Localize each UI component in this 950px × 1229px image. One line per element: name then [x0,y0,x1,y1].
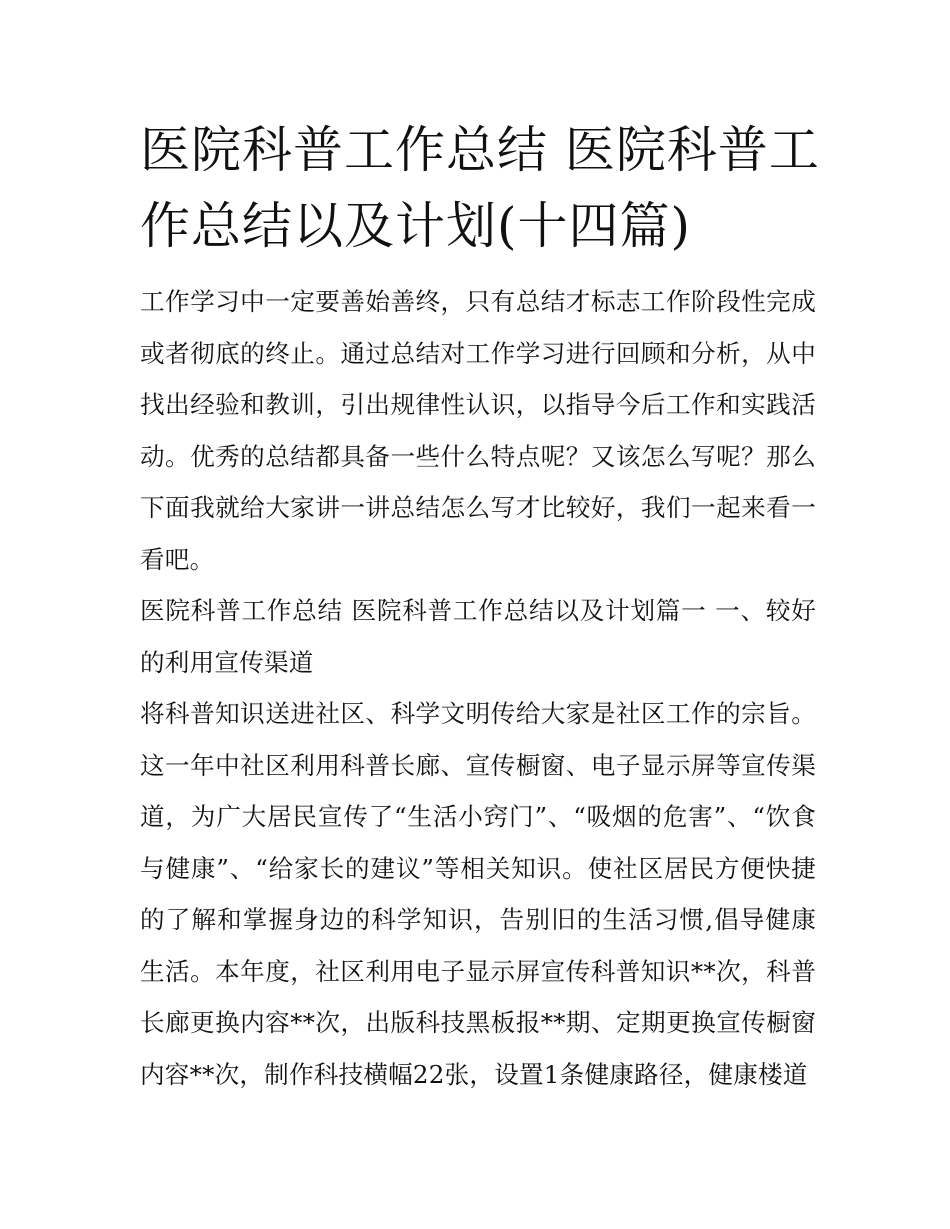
document-body [140,276,816,1100]
section-heading-paragraph: 医院科普工作总结 医院科普工作总结以及计划篇一 一、较好的利用宣传渠道 [140,596,816,677]
document-title: 医院科普工作总结 医院科普工作总结以及计划(十四篇) [140,121,820,255]
content-paragraph: 将科普知识送进社区、科学文明传给大家是社区工作的宗旨。这一年中社区利用科普长廊、宣传橱窗、电子显示屏等宣传渠道，为广大居民宣传了“生活小窍门”、“吸烟的危害”、“饮食与健康”、“给家长的建议”等相关知识。使社区居民方便快捷的了解和掌握身边的科学知识，告别旧的生活习惯,倡导健康生活。本年度，社区利用电子显示屏宣传科普知识**次，科普长廊更换内容**次，出版科技黑板报**期、定期更换宣传橱窗内容**次，制作科技横幅22张，设置1条健康路径，健康楼道 [140,699,816,1089]
intro-paragraph: 工作学习中一定要善始善终，只有总结才标志工作阶段性完成或者彻底的终止。通过总结对工作学习进行回顾和分析，从中找出经验和教训，引出规律性认识，以指导今后工作和实践活动。优秀的总结都具备一些什么特点呢？又该怎么写呢？那么下面我就给大家讲一讲总结怎么写才比较好，我们一起来看一看吧。 [140,287,816,574]
